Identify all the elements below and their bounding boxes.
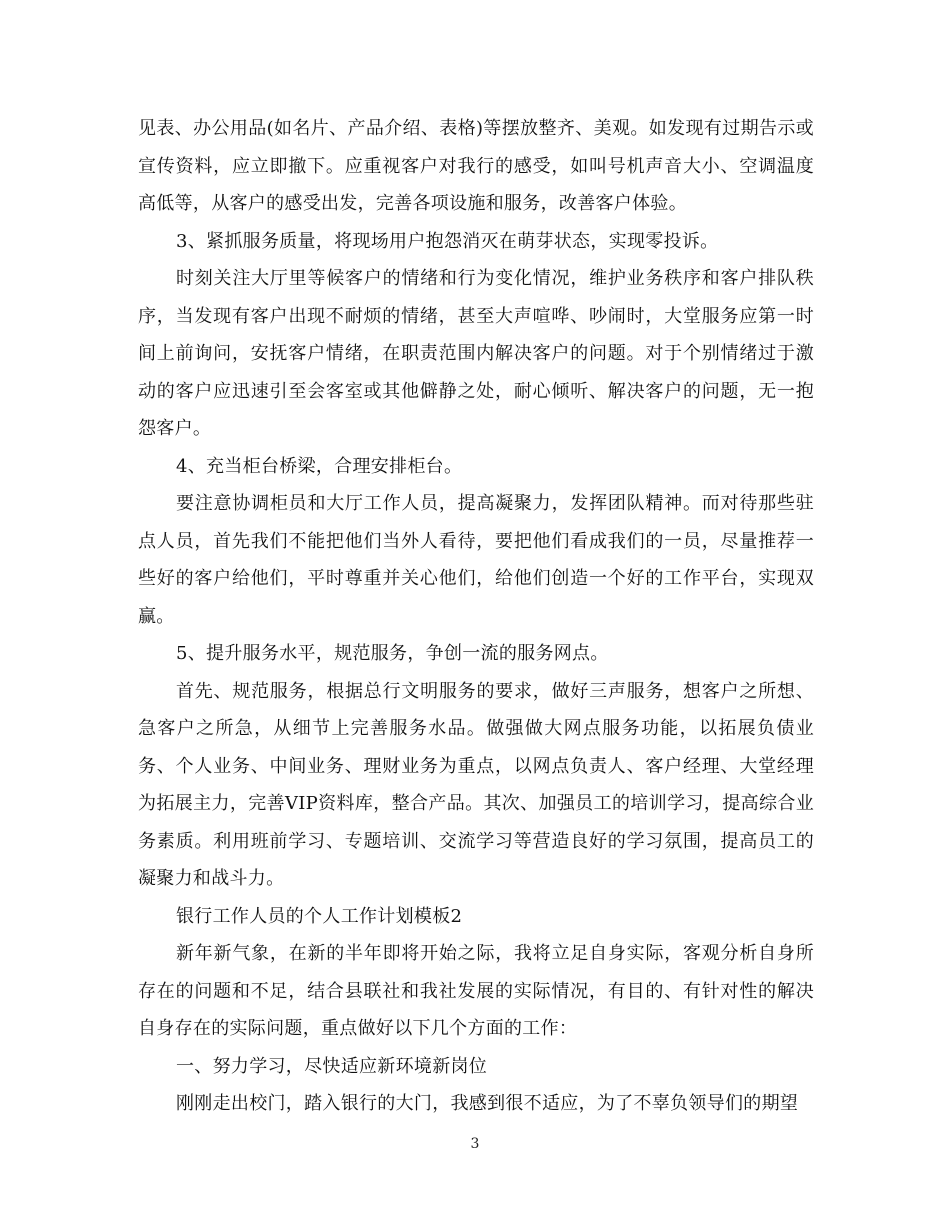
section-heading: 银行工作人员的个人工作计划模板2: [176, 905, 463, 927]
document-body: [138, 110, 814, 1123]
paragraph-2: 3、紧抓服务质量，将现场用户抱怨消灭在萌芽状态，实现零投诉。: [176, 230, 719, 252]
subsection-heading: 一、努力学习，尽快适应新环境新岗位: [176, 1055, 488, 1077]
paragraph-3: 时刻关注大厅里等候客户的情绪和行为变化情况，维护业务秩序和客户排队秩序，当发现有客户出现不耐烦的情绪，甚至大声喧哗、吵闹时，大堂服务应第一时间上前询问，安抚客户情绪，在职责范围内解决客户的问题。对于个别情绪过于激动的客户应迅速引至会客室或其他僻静之处，耐心倾听、解决客户的问题，无一抱怨客户。: [138, 268, 814, 439]
paragraph-5: 要注意协调柜员和大厅工作人员，提高凝聚力，发挥团队精神。而对待那些驻点人员，首先我们不能把他们当外人看待，要把他们看成我们的一员，尽量推荐一些好的客户给他们，平时尊重并关心他们，给他们创造一个好的工作平台，实现双赢。: [138, 493, 814, 627]
paragraph-11: 刚刚走出校门，踏入银行的大门，我感到很不适应，为了不辜负领导们的期望: [176, 1093, 799, 1114]
paragraph-9: 新年新气象，在新的半年即将开始之际，我将立足自身实际，客观分析自身所存在的问题和不足，结合县联社和我社发展的实际情况，有目的、有针对性的解决自身存在的实际问题，重点做好以下几个方面的工作：: [138, 943, 814, 1039]
paragraph-1: 见表、办公用品(如名片、产品介绍、表格)等摆放整齐、美观。如发现有过期告示或宣传资料，应立即撤下。应重视客户对我行的感受，如叫号机声音大小、空调温度高低等，从客户的感受出发，完善各项设施和服务，改善客户体验。: [138, 118, 814, 214]
page-number: 3: [470, 1136, 480, 1152]
paragraph-4: 4、充当柜台桥梁，合理安排柜台。: [176, 455, 463, 477]
paragraph-7: 首先、规范服务，根据总行文明服务的要求，做好三声服务，想客户之所想、急客户之所急，从细节上完善服务水品。做强做大网点服务功能，以拓展负债业务、个人业务、中间业务、理财业务为重点，以网点负责人、客户经理、大堂经理为拓展主力，完善VIP资料库，整合产品。其次、加强员工的培训学习，提高综合业务素质。利用班前学习、专题培训、交流学习等营造良好的学习氛围，提高员工的凝聚力和战斗力。: [138, 680, 814, 889]
paragraph-6: 5、提升服务水平，规范服务，争创一流的服务网点。: [176, 643, 609, 664]
